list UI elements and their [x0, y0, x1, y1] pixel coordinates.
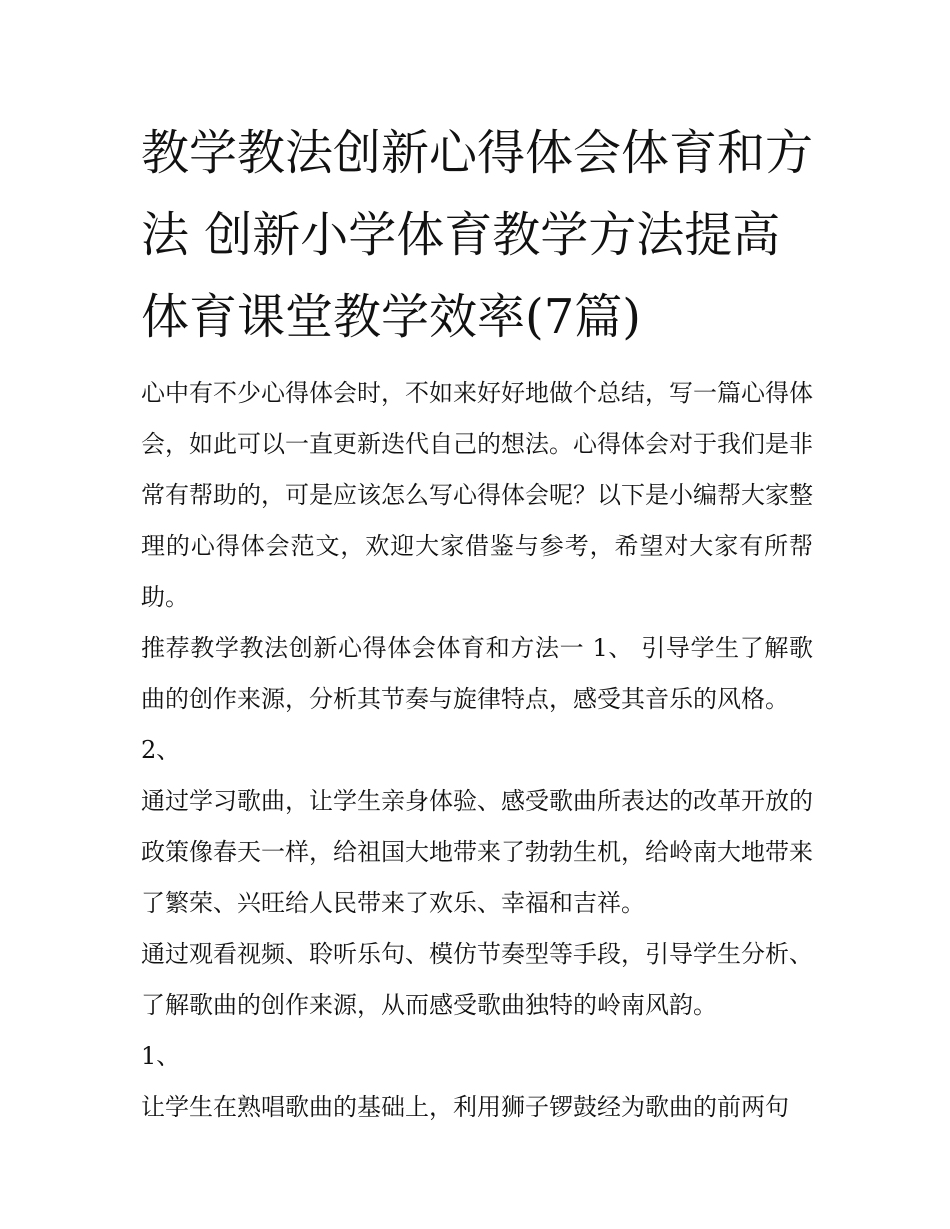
- document-title: 教学教法创新心得体会体育和方法 创新小学体育教学方法提高体育课堂教学效率(7篇): [141, 125, 814, 345]
- paragraph-number-2: 2、: [141, 736, 181, 764]
- paragraph-drum-practice: 让学生在熟唱歌曲的基础上，利用狮子锣鼓经为歌曲的前两句: [141, 1093, 789, 1121]
- paragraph-song-experience: 通过学习歌曲，让学生亲身体验、感受歌曲所表达的改革开放的政策像春天一样，给祖国大地带来了勃勃生机，给岭南大地带来了繁荣、兴旺给人民带来了欢乐、幸福和吉祥。: [141, 787, 813, 917]
- paragraph-video-analysis: 通过观看视频、聆听乐句、模仿节奏型等手段，引导学生分析、了解歌曲的创作来源，从而感受歌曲独特的岭南风韵。: [141, 940, 813, 1019]
- paragraph-number-1: 1、: [141, 1042, 181, 1070]
- paragraph-method-one: 推荐教学教法创新心得体会体育和方法一 1、 引导学生了解歌曲的创作来源，分析其节奏与旋律特点，感受其音乐的风格。: [141, 634, 813, 713]
- document-page: [141, 112, 813, 1133]
- paragraph-intro: 心中有不少心得体会时，不如来好好地做个总结，写一篇心得体会，如此可以一直更新迭代自己的想法。心得体会对于我们是非常有帮助的，可是应该怎么写心得体会呢？以下是小编帮大家整理的心得体会范文，欢迎大家借鉴与参考，希望对大家有所帮助。: [141, 379, 813, 611]
